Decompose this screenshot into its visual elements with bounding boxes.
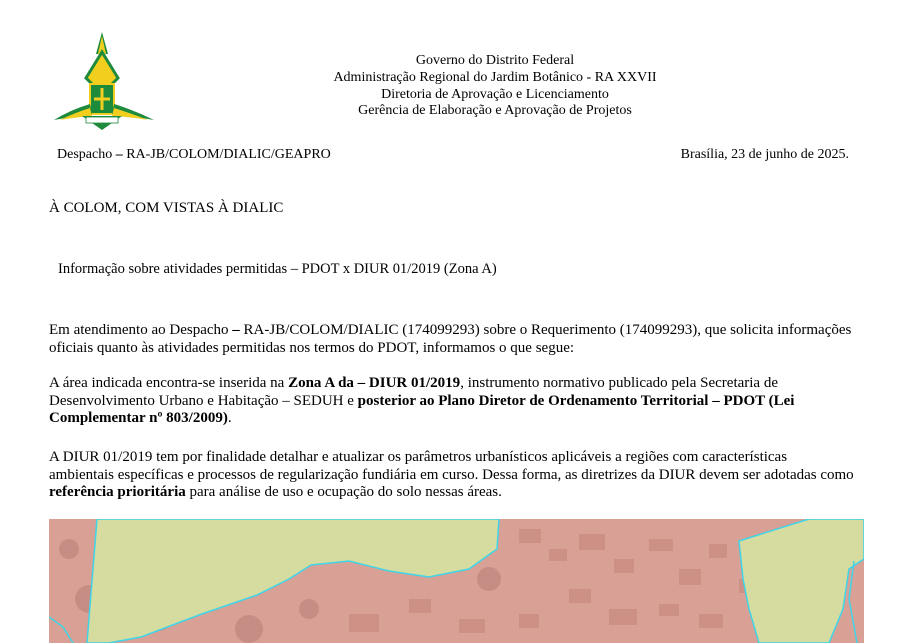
zone-map-image [49,519,864,643]
header-line-government: Governo do Distrito Federal [415,53,575,68]
p2-bold-zone: Zona A da – DIUR 01/2019 [288,375,461,391]
p2-text-1: A área indicada encontra-se inserida na [49,375,289,391]
p1-text-2: RA-JB/COLOM/DIALIC (174099293) sobre o Requerimento (174099293), que solicita informações oficiais quanto às atividades permitidas nos termos do PDOT, informamos o que segue: [49,322,852,356]
despacho-dash: – [115,147,123,162]
p3-text-2: para análise de uso e ocupação do solo nessas áreas. [185,484,502,500]
p1-dash: – [232,322,240,338]
despacho-reference [57,146,331,163]
p3-text-1: A DIUR 01/2019 tem por finalidade detalhar e atualizar os parâmetros urbanísticos aplicáveis a regiões com características ambientais específicas e processos de regularização fundiária em curso. Dessa forma, as diretrizes da DIUR devem ser adotadas como [49,449,854,483]
p2-text-2: , instrumento normativo publicado pela Secretaria de Desenvolvimento Urbano e Habitação – SEDUH e [49,375,778,409]
document-date: Brasília, 23 de junho de 2025. [680,147,849,162]
gdf-coat-of-arms-logo [52,32,156,132]
header-line-directorate: Diretoria de Aprovação e Licenciamento [381,86,609,102]
header-line-administration: Administração Regional do Jardim Botânico - RA XXVII [333,69,657,85]
p2-text-3: . [227,410,232,426]
paragraph-request [49,322,854,357]
despacho-code: RA-JB/COLOM/DIALIC/GEAPRO [126,147,331,162]
recipient-line: À COLOM, COM VISTAS À DIALIC [49,200,284,216]
p1-text-1: Em atendimento ao Despacho [49,322,229,338]
paragraph-zone-a [49,375,854,428]
despacho-label: Despacho [57,147,113,162]
institution-header [300,53,690,120]
p2-bold-pdot: posterior ao Plano Diretor de Ordenamento Territorial – PDOT (Lei Complementar nº 803/2009) [49,392,795,426]
subject-line: Informação sobre atividades permitidas – PDOT x DIUR 01/2019 (Zona A) [58,261,497,277]
header-line-management: Gerência de Elaboração e Aprovação de Projetos [358,103,632,119]
p3-bold-reference: referência prioritária [49,484,186,500]
paragraph-diur-purpose [49,449,854,502]
